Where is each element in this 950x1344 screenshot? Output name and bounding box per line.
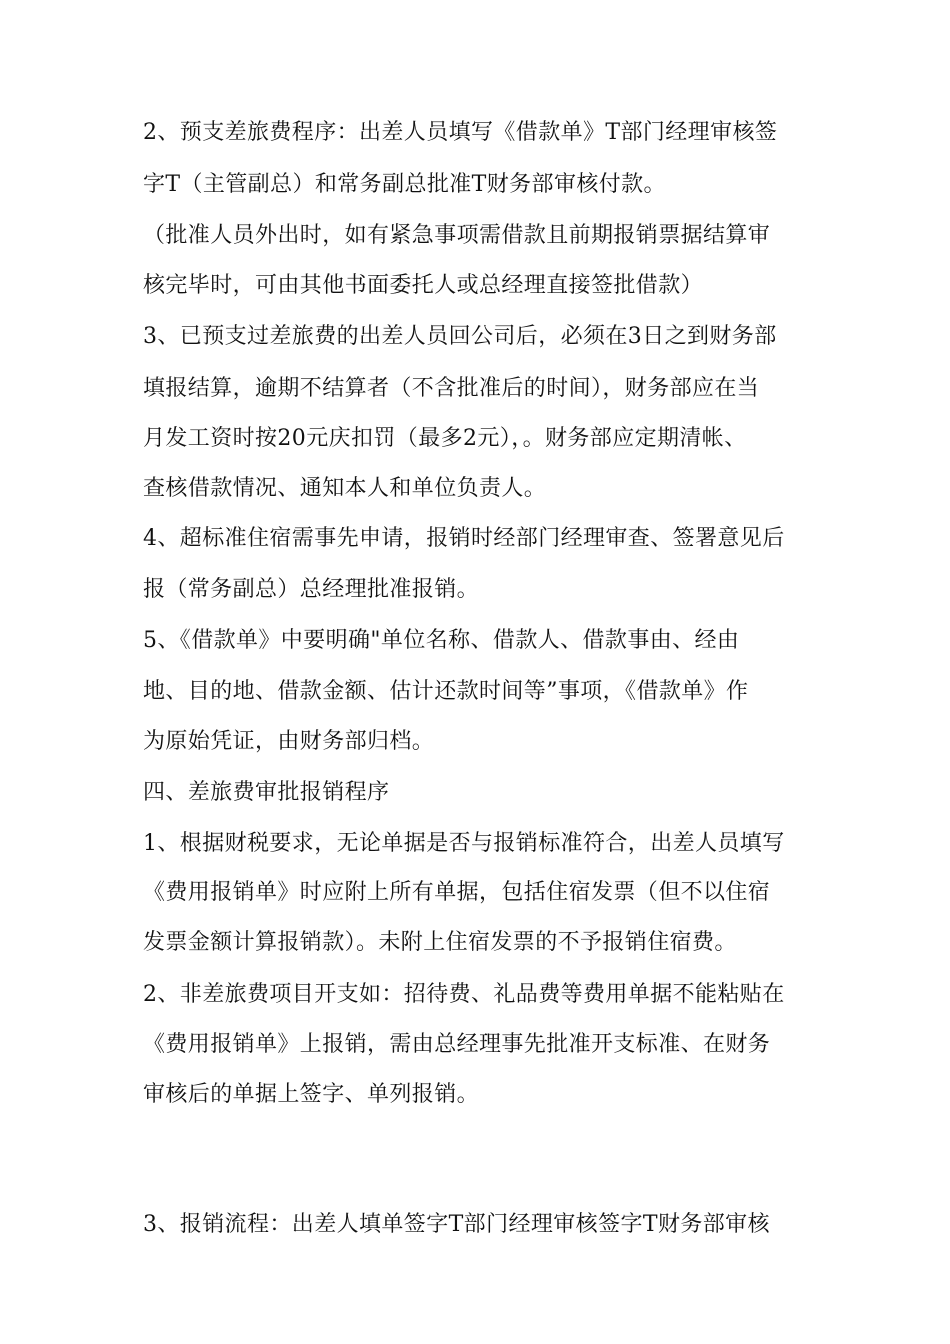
text-line: 4、超标准住宿需事先申请，报销时经部门经理审查、签署意见后 — [143, 526, 785, 551]
text-line: 地、目的地、借款金额、估计还款时间等”事项，《借款单》作 — [143, 679, 749, 704]
text-line: 查核借款情况、通知本人和单位负责人。 — [143, 476, 547, 501]
text-line: 3、已预支过差旅费的出差人员回公司后，必须在3日之到财务部 — [143, 324, 777, 349]
text-line: 5、《借款单》中要明确"单位名称、借款人、借款事由、经由 — [143, 628, 740, 653]
text-line: （批准人员外出时，如有紧急事项需借款且前期报销票据结算审 — [143, 223, 771, 248]
text-line: 审核后的单据上签字、单列报销。 — [143, 1082, 480, 1107]
text-line: 核完毕时，可由其他书面委托人或总经理直接签批借款） — [143, 273, 704, 298]
text-line: 字T（主管副总）和常务副总批准T财务部审核付款。 — [143, 172, 666, 197]
text-line: 月发工资时按20元庆扣罚（最多2元），。财务部应定期清帐、 — [143, 426, 747, 451]
text-line: 1、根据财税要求，无论单据是否与报销标准符合，出差人员填写 — [143, 831, 785, 856]
text-line: 3、报销流程：出差人填单签字T部门经理审核签字T财务部审核 — [143, 1212, 770, 1237]
text-line: 2、预支差旅费程序：出差人员填写《借款单》T部门经理审核签 — [143, 120, 778, 145]
text-line: 《费用报销单》时应附上所有单据，包括住宿发票（但不以住宿 — [143, 880, 771, 905]
text-line: 《费用报销单》上报销，需由总经理事先批准开支标准、在财务 — [143, 1032, 771, 1057]
section-heading: 四、差旅费审批报销程序 — [143, 780, 390, 805]
text-line: 2、非差旅费项目开支如：招待费、礼品费等费用单据不能粘贴在 — [143, 982, 785, 1007]
text-line: 填报结算，逾期不结算者（不含批准后的时间），财务部应在当 — [143, 376, 760, 401]
text-line: 发票金额计算报销款）。未附上住宿发票的不予报销住宿费。 — [143, 930, 737, 955]
text-line: 报（常务副总）总经理批准报销。 — [143, 577, 480, 602]
text-line: 为原始凭证，由财务部归档。 — [143, 729, 435, 754]
